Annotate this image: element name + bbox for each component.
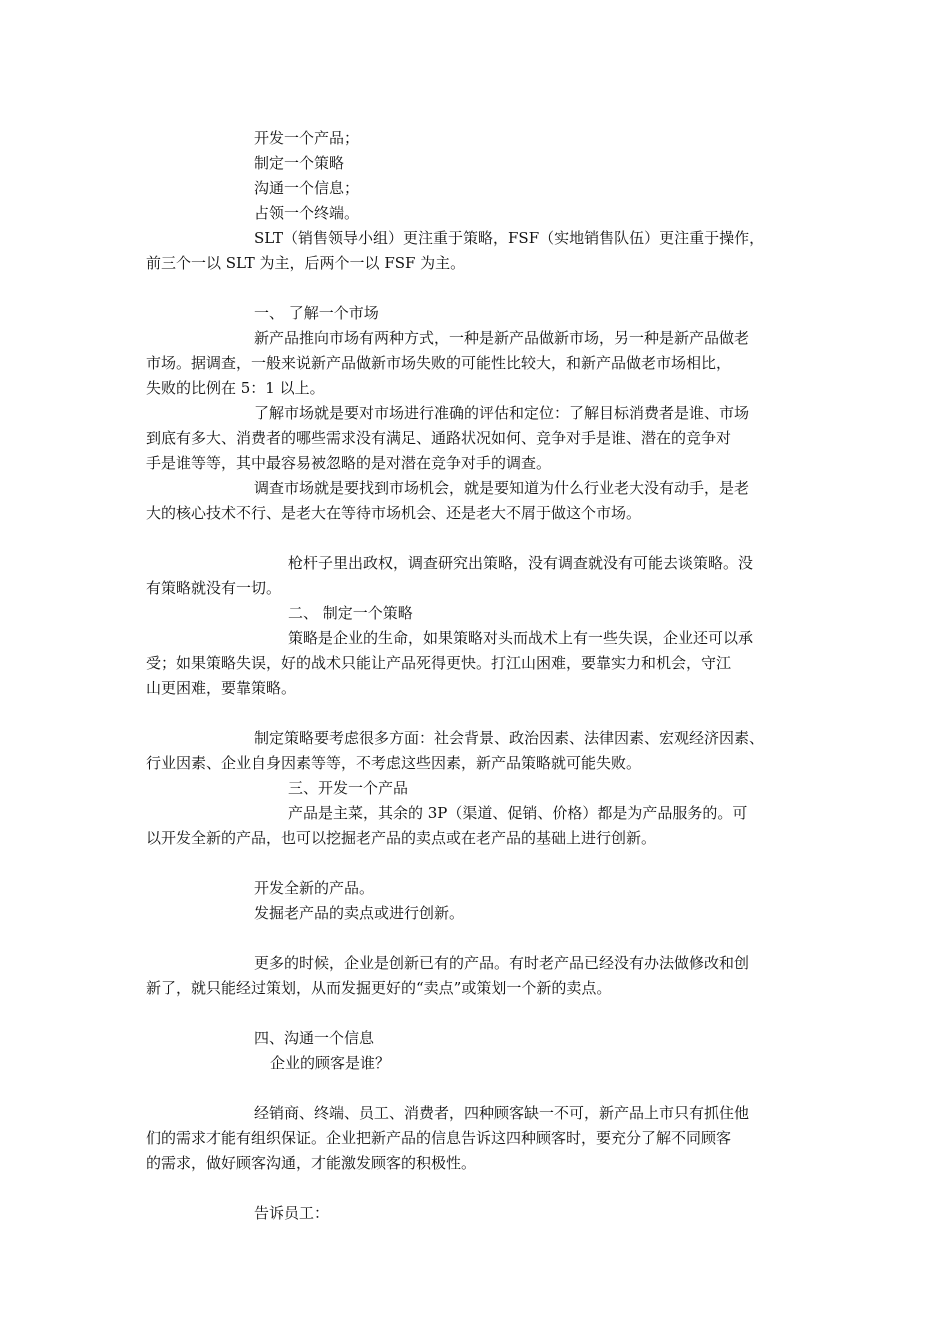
slt-paragraph-line: 前三个一以 SLT 为主，后两个一以 FSF 为主。 bbox=[146, 254, 466, 272]
paragraph-line: 新产品推向市场有两种方式，一种是新产品做新市场，另一种是新产品做老 bbox=[254, 329, 750, 347]
paragraph-line: 失败的比例在 5：1 以上。 bbox=[146, 379, 325, 397]
paragraph-line: 市场。据调查，一般来说新产品做新市场失败的可能性比较大，和新产品做老市场相比， bbox=[146, 354, 732, 372]
paragraph-line: 策略是企业的生命，如果策略对头而战术上有一些失误，企业还可以承 bbox=[288, 629, 754, 647]
intro-list-item: 沟通一个信息； bbox=[254, 179, 360, 197]
paragraph-line: 更多的时候，企业是创新已有的产品。有时老产品已经没有办法做修改和创 bbox=[254, 954, 750, 972]
paragraph-line: 山更困难，要靠策略。 bbox=[146, 679, 297, 697]
paragraph-line: 的需求，做好顾客沟通，才能激发顾客的积极性。 bbox=[146, 1154, 477, 1172]
paragraph-line: 受；如果策略失误，好的战术只能让产品死得更快。打江山困难，要靠实力和机会，守江 bbox=[146, 654, 732, 672]
section-heading: 一、 了解一个市场 bbox=[254, 304, 379, 322]
intro-list-item: 开发一个产品； bbox=[254, 129, 360, 147]
paragraph-line: 们的需求才能有组织保证。企业把新产品的信息告诉这四种顾客时，要充分了解不同顾客 bbox=[146, 1129, 732, 1147]
paragraph-line: 产品是主菜，其余的 3P（渠道、促销、价格）都是为产品服务的。可 bbox=[288, 804, 748, 822]
paragraph-line: 制定策略要考虑很多方面：社会背景、政治因素、法律因素、宏观经济因素、 bbox=[254, 729, 765, 747]
paragraph-line: 到底有多大、消费者的哪些需求没有满足、通路状况如何、竞争对手是谁、潜在的竞争对 bbox=[146, 429, 732, 447]
paragraph-line: 枪杆子里出政权，调查研究出策略，没有调查就没有可能去谈策略。没 bbox=[288, 554, 754, 572]
list-item: 发掘老产品的卖点或进行创新。 bbox=[254, 904, 465, 922]
paragraph-line: 大的核心技术不行、是老大在等待市场机会、还是老大不屑于做这个市场。 bbox=[146, 504, 642, 522]
intro-list-item: 占领一个终端。 bbox=[254, 204, 360, 222]
paragraph-line: 调查市场就是要找到市场机会，就是要知道为什么行业老大没有动手，是老 bbox=[254, 479, 750, 497]
section-heading: 四、沟通一个信息 bbox=[254, 1029, 375, 1047]
list-item: 开发全新的产品。 bbox=[254, 879, 375, 897]
paragraph-line: 了解市场就是要对市场进行准确的评估和定位：了解目标消费者是谁、市场 bbox=[254, 404, 750, 422]
paragraph-line: 新了，就只能经过策划，从而发掘更好的“卖点”或策划一个新的卖点。 bbox=[146, 979, 612, 997]
paragraph-line: 经销商、终端、员工、消费者，四种顾客缺一不可，新产品上市只有抓住他 bbox=[254, 1104, 750, 1122]
slt-paragraph-line: SLT（销售领导小组）更注重于策略，FSF（实地销售队伍）更注重于操作， bbox=[254, 229, 765, 247]
paragraph-line: 手是谁等等，其中最容易被忽略的是对潜在竞争对手的调查。 bbox=[146, 454, 552, 472]
question-line: 企业的顾客是谁？ bbox=[270, 1054, 391, 1072]
section-heading: 二、 制定一个策略 bbox=[288, 604, 413, 622]
tell-staff-label: 告诉员工： bbox=[254, 1204, 330, 1222]
paragraph-line: 以开发全新的产品，也可以挖掘老产品的卖点或在老产品的基础上进行创新。 bbox=[146, 829, 657, 847]
section-heading: 三、开发一个产品 bbox=[288, 779, 409, 797]
paragraph-line: 有策略就没有一切。 bbox=[146, 579, 282, 597]
intro-list-item: 制定一个策略 bbox=[254, 154, 345, 172]
paragraph-line: 行业因素、企业自身因素等等，不考虑这些因素，新产品策略就可能失败。 bbox=[146, 754, 642, 772]
